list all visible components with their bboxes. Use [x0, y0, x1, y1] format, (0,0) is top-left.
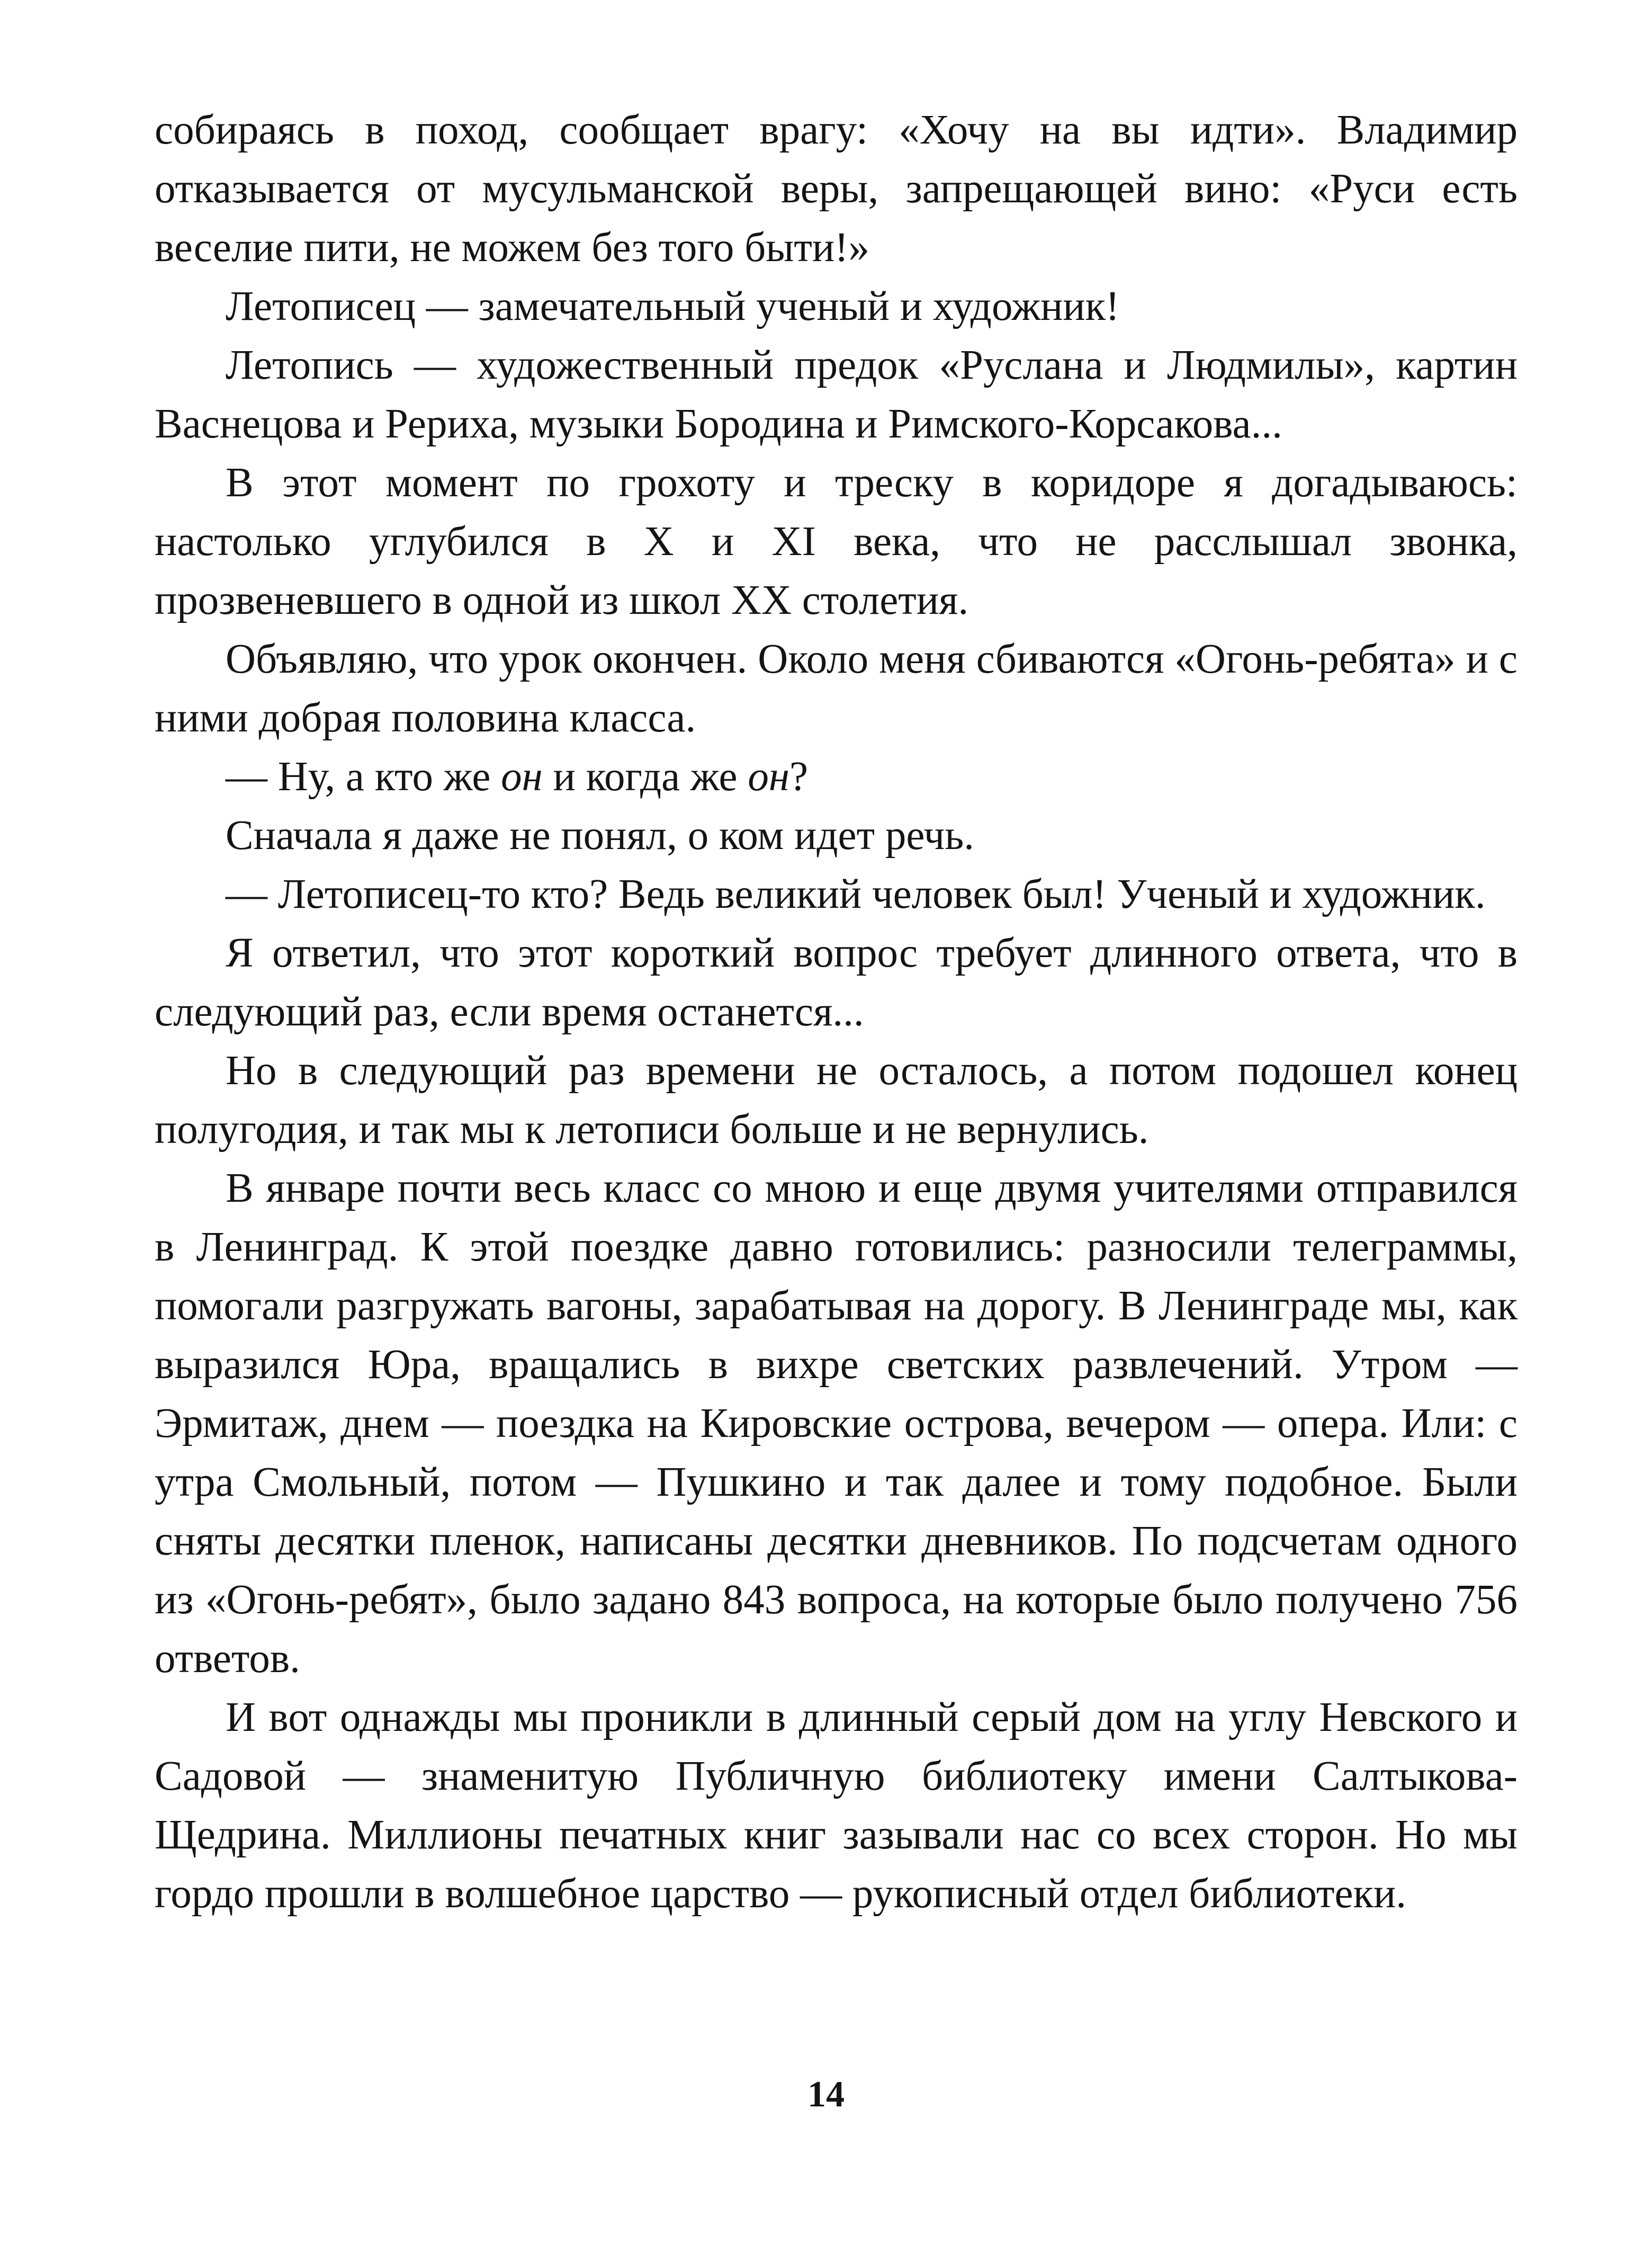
paragraph — [155, 277, 1518, 336]
page-body — [155, 101, 1518, 1923]
italic-text: он — [748, 754, 790, 800]
text-run: В январе почти весь класс со мною и еще двумя учителями отправился в Ленинград. К этой поездке давно готовились: разносили телеграммы, помогали разгружать вагоны, зарабатывая на дорогу. В Ленинграде мы, как выразился Юра, вращались в вихре светских развлечений. Утром — Эрмитаж, днем — поездка на Кировские острова, вечером — опера. Или: с утра Смольный, потом — Пушкино и так далее и тому подобное. Были сняты десятки пленок, написаны десятки дневников. По подсчетам одного из «Огонь-ребят», было задано 843 вопроса, на которые было получено 756 ответов. — [155, 1165, 1518, 1682]
paragraph — [155, 630, 1518, 747]
paragraph — [155, 1041, 1518, 1159]
paragraph — [155, 1159, 1518, 1688]
paragraph — [155, 101, 1518, 277]
paragraph — [155, 806, 1518, 865]
paragraph — [155, 924, 1518, 1041]
text-run: — Ну, а кто же — [226, 754, 501, 800]
text-run: В этот момент по грохоту и треску в коридоре я догадываюсь: настолько углубился в X и XI века, что не расслышал звонка, прозвеневшего в одной из школ XX столетия. — [155, 460, 1518, 623]
text-run: ? — [789, 754, 809, 800]
paragraph — [155, 336, 1518, 453]
italic-text: он — [501, 754, 543, 800]
paragraph — [155, 865, 1518, 924]
text-run: Но в следующий раз времени не осталось, а потом подошел конец полугодия, и так мы к летописи больше и не вернулись. — [155, 1048, 1518, 1153]
text-run: и когда же — [542, 754, 748, 800]
text-run: — Летописец-то кто? Ведь великий человек был! Ученый и художник. — [226, 871, 1486, 917]
text-run: Летописец — замечательный ученый и художник! — [226, 283, 1120, 329]
paragraph — [155, 747, 1518, 806]
text-run: собираясь в поход, сообщает врагу: «Хочу на вы идти». Владимир отказывается от мусульманской веры, запрещающей вино: «Руси есть веселие пити, не можем без того быти!» — [155, 107, 1518, 271]
page-number: 14 — [807, 2074, 845, 2115]
paragraph — [155, 453, 1518, 630]
paragraph — [155, 1688, 1518, 1923]
text-run: И вот однажды мы проникли в длинный серый дом на углу Невского и Садовой — знаменитую Публичную библиотеку имени Салтыкова-Щедрина. Миллионы печатных книг зазывали нас со всех сторон. Но мы гордо прошли в волшебное царство — рукописный отдел библиотеки. — [155, 1694, 1518, 1917]
text-run: Объявляю, что урок окончен. Около меня сбиваются «Огонь-ребята» и с ними добрая половина класса. — [155, 636, 1518, 741]
text-run: Летопись — художественный предок «Руслана и Людмилы», картин Васнецова и Рериха, музыки Бородина и Римского-Корсакова... — [155, 342, 1518, 447]
text-run: Сначала я даже не понял, о ком идет речь. — [226, 812, 974, 859]
text-run: Я ответил, что этот короткий вопрос требует длинного ответа, что в следующий раз, если время останется... — [155, 930, 1518, 1035]
